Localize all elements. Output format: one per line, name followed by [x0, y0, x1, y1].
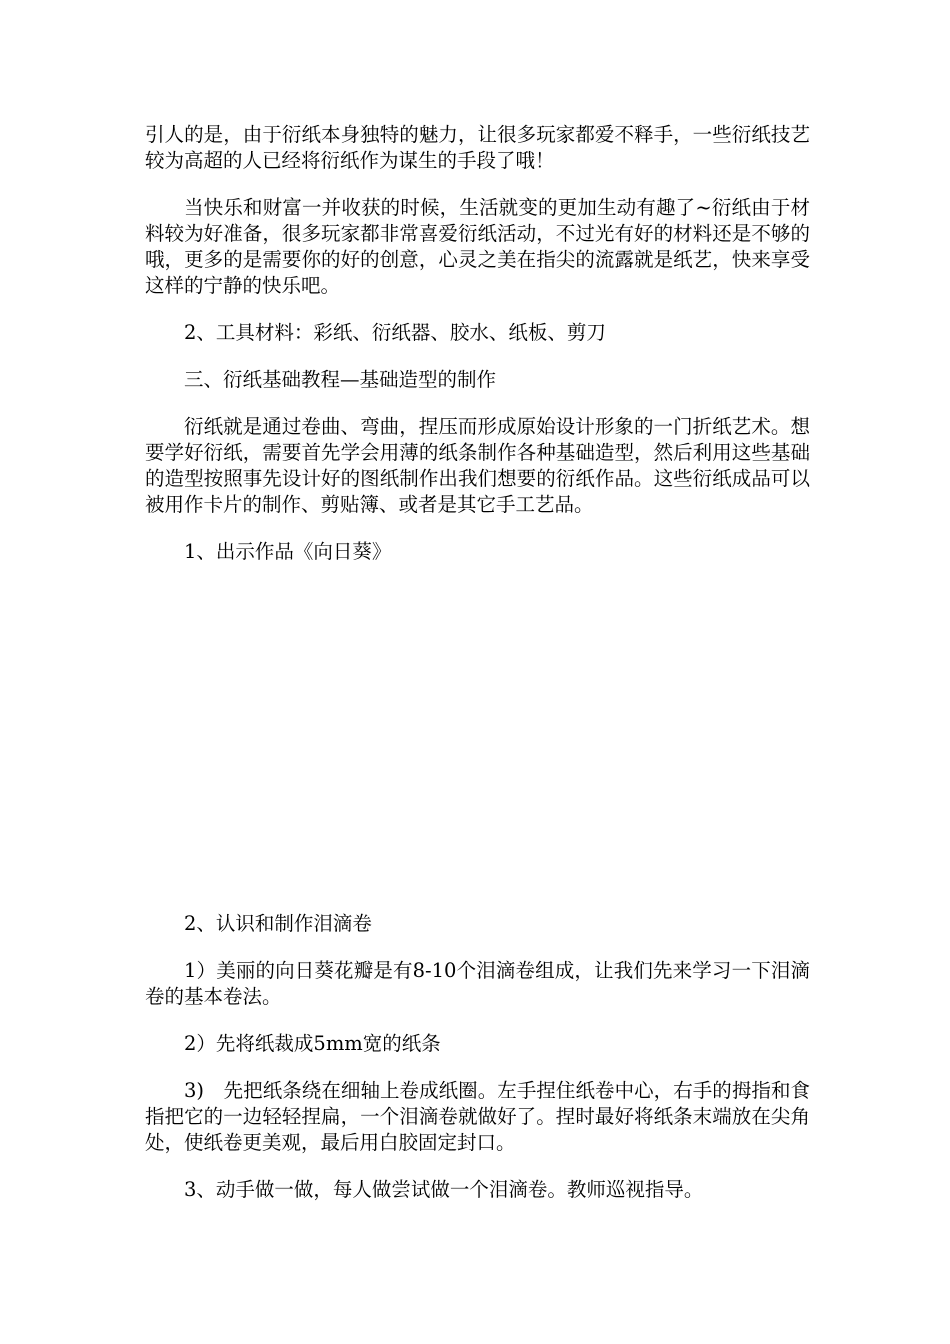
paragraph-show-sunflower: 1、出示作品《向日葵》	[184, 540, 392, 563]
section-heading-basic-tutorial: 三、衍纸基础教程—基础造型的制作	[184, 368, 497, 391]
paragraph-continuation: 引人的是，由于衍纸本身独特的魅力，让很多玩家都爱不释手，一些衍纸技艺较为高超的人已经将衍纸作为谋生的手段了哦！	[145, 123, 810, 172]
paragraph-quilling-definition: 衍纸就是通过卷曲、弯曲，捏压而形成原始设计形象的一门折纸艺术。想要学好衍纸，需要首先学会用薄的纸条制作各种基础造型，然后利用这些基础的造型按照事先设计好的图纸制作出我们想要的衍纸作品。这些衍纸成品可以被用作卡片的制作、剪贴簿、或者是其它手工艺品。	[145, 415, 810, 516]
paragraph-practice: 3、动手做一做，每人做尝试做一个泪滴卷。教师巡视指导。	[184, 1178, 704, 1201]
paragraph-tools-materials: 2、工具材料：彩纸、衍纸器、胶水、纸板、剪刀	[184, 321, 606, 344]
paragraph-happiness: 当快乐和财富一并收获的时候，生活就变的更加生动有趣了~衍纸由于材料较为好准备，很多玩家都非常喜爱衍纸活动，不过光有好的材料还是不够的哦，更多的是需要你的好的创意，心灵之美在指尖的流露就是纸艺，快来享受这样的宁静的快乐吧。	[145, 196, 810, 297]
paragraph-step-1: 1）美丽的向日葵花瓣是有8-10个泪滴卷组成，让我们先来学习一下泪滴卷的基本卷法。	[145, 959, 810, 1008]
paragraph-teardrop-heading: 2、认识和制作泪滴卷	[184, 912, 372, 935]
document-body	[145, 122, 810, 1203]
paragraph-step-3: 3) 先把纸条绕在细轴上卷成纸圈。左手捏住纸卷中心，右手的拇指和食指把它的一边轻轻捏扁，一个泪滴卷就做好了。捏时最好将纸条末端放在尖角处，使纸卷更美观，最后用白胶固定封口。	[145, 1079, 810, 1154]
paragraph-step-2: 2）先将纸裁成5mm宽的纸条	[184, 1032, 441, 1055]
sunflower-figure-placeholder	[145, 565, 810, 911]
